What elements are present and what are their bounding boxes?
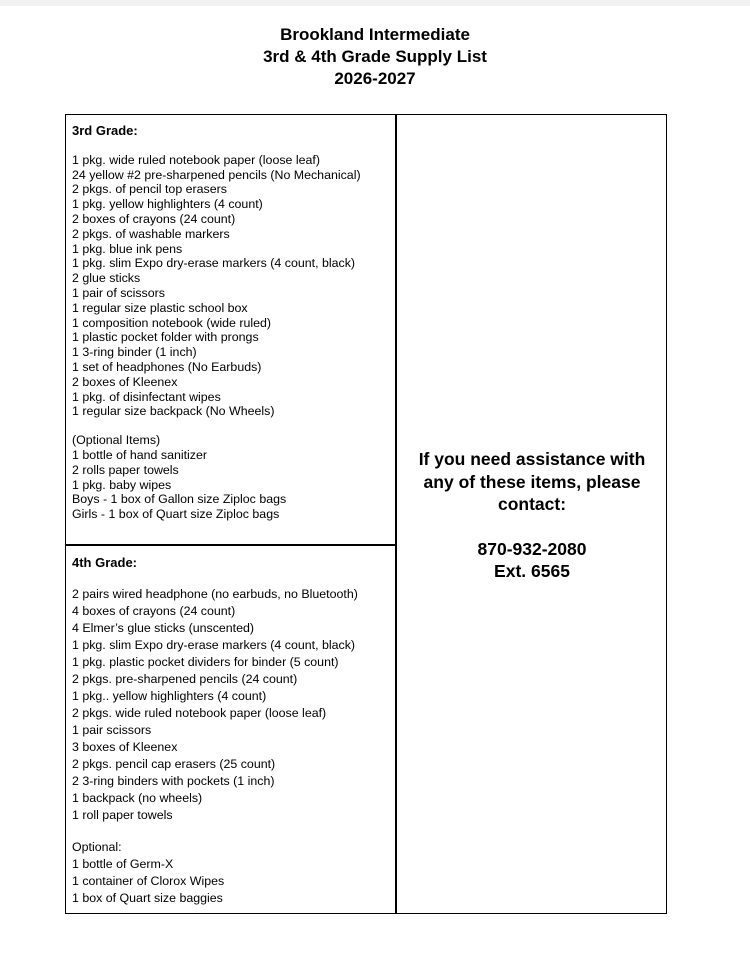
list-item: 1 pkg. slim Expo dry-erase markers (4 count, black) bbox=[72, 638, 356, 652]
third-grade-heading: 3rd Grade: bbox=[72, 123, 138, 138]
optional-list-item: 2 rolls paper towels bbox=[72, 462, 179, 477]
optional-list-item: Girls - 1 box of Quart size Ziploc bags bbox=[72, 507, 280, 522]
list-item: 2 boxes of crayons (24 count) bbox=[72, 211, 236, 226]
list-item: 1 3-ring binder (1 inch) bbox=[72, 345, 197, 360]
fourth-grade-cell bbox=[72, 554, 392, 907]
list-item: 4 Elmer’s glue sticks (unscented) bbox=[72, 621, 255, 635]
list-item: 2 pkgs. pre-sharpened pencils (24 count) bbox=[72, 672, 298, 686]
list-item: 2 pkgs. wide ruled notebook paper (loose leaf) bbox=[72, 706, 327, 720]
contact-box bbox=[397, 448, 667, 583]
fourth-grade-optional-list bbox=[72, 856, 392, 907]
row-divider bbox=[66, 544, 396, 546]
list-item: 1 regular size backpack (No Wheels) bbox=[72, 404, 275, 419]
supply-table bbox=[65, 114, 667, 914]
list-item: 1 set of headphones (No Earbuds) bbox=[72, 359, 262, 374]
list-item: 1 regular size plastic school box bbox=[72, 300, 248, 315]
list-item: 2 3-ring binders with pockets (1 inch) bbox=[72, 774, 275, 788]
fourth-grade-heading: 4th Grade: bbox=[72, 555, 138, 570]
list-item: 1 pkg. blue ink pens bbox=[72, 241, 183, 256]
list-item: 1 plastic pocket folder with prongs bbox=[72, 330, 259, 345]
school-name: Brookland Intermediate bbox=[280, 25, 470, 44]
optional-list-item: 1 bottle of Germ-X bbox=[72, 857, 174, 871]
list-item: 2 pkgs. of washable markers bbox=[72, 226, 230, 241]
top-strip bbox=[0, 0, 750, 6]
list-item: 1 pkg. of disinfectant wipes bbox=[72, 389, 221, 404]
third-grade-optional-heading: (Optional Items) bbox=[72, 433, 161, 448]
optional-list-item: 1 box of Quart size baggies bbox=[72, 891, 223, 905]
list-item: 1 pkg. slim Expo dry-erase markers (4 count, black) bbox=[72, 256, 356, 271]
list-item: 1 pair of scissors bbox=[72, 285, 165, 300]
list-item: 2 glue sticks bbox=[72, 271, 141, 286]
third-grade-cell bbox=[72, 124, 392, 522]
list-item: 2 pkgs. pencil cap erasers (25 count) bbox=[72, 757, 276, 771]
list-item: 24 yellow #2 pre-sharpened pencils (No Mechanical) bbox=[72, 167, 361, 182]
optional-list-item: 1 pkg. baby wipes bbox=[72, 477, 172, 492]
list-item: 2 pairs wired headphone (no earbuds, no Bluetooth) bbox=[72, 587, 358, 601]
list-item: 1 backpack (no wheels) bbox=[72, 791, 203, 805]
contact-line-3: contact: bbox=[497, 494, 567, 514]
contact-phone: 870-932-2080 bbox=[477, 538, 587, 559]
optional-list-item: 1 container of Clorox Wipes bbox=[72, 874, 225, 888]
list-item: 2 boxes of Kleenex bbox=[72, 374, 178, 389]
contact-line-2: any of these items, please bbox=[423, 471, 641, 492]
contact-line-1: If you need assistance with bbox=[418, 449, 646, 469]
list-item: 1 roll paper towels bbox=[72, 808, 173, 822]
list-item: 1 pkg. plastic pocket dividers for binder (5 count) bbox=[72, 655, 339, 669]
list-item: 3 boxes of Kleenex bbox=[72, 740, 178, 754]
list-item: 2 pkgs. of pencil top erasers bbox=[72, 182, 227, 197]
list-item: 1 pkg.. yellow highlighters (4 count) bbox=[72, 689, 267, 703]
list-item: 1 composition notebook (wide ruled) bbox=[72, 315, 272, 330]
list-name: 3rd & 4th Grade Supply List bbox=[263, 47, 487, 66]
third-grade-list bbox=[72, 153, 392, 419]
fourth-grade-optional-heading: Optional: bbox=[72, 840, 122, 854]
optional-list-item: Boys - 1 box of Gallon size Ziploc bags bbox=[72, 492, 287, 507]
fourth-grade-list bbox=[72, 586, 392, 824]
optional-list-item: 1 bottle of hand sanitizer bbox=[72, 447, 208, 462]
contact-extension: Ext. 6565 bbox=[494, 561, 570, 581]
document-title bbox=[0, 24, 750, 90]
list-item: 4 boxes of crayons (24 count) bbox=[72, 604, 236, 618]
school-year: 2026-2027 bbox=[334, 69, 416, 88]
list-item: 1 pkg. yellow highlighters (4 count) bbox=[72, 197, 263, 212]
third-grade-optional-list bbox=[72, 448, 392, 522]
list-item: 1 pair scissors bbox=[72, 723, 152, 737]
list-item: 1 pkg. wide ruled notebook paper (loose leaf) bbox=[72, 152, 320, 167]
